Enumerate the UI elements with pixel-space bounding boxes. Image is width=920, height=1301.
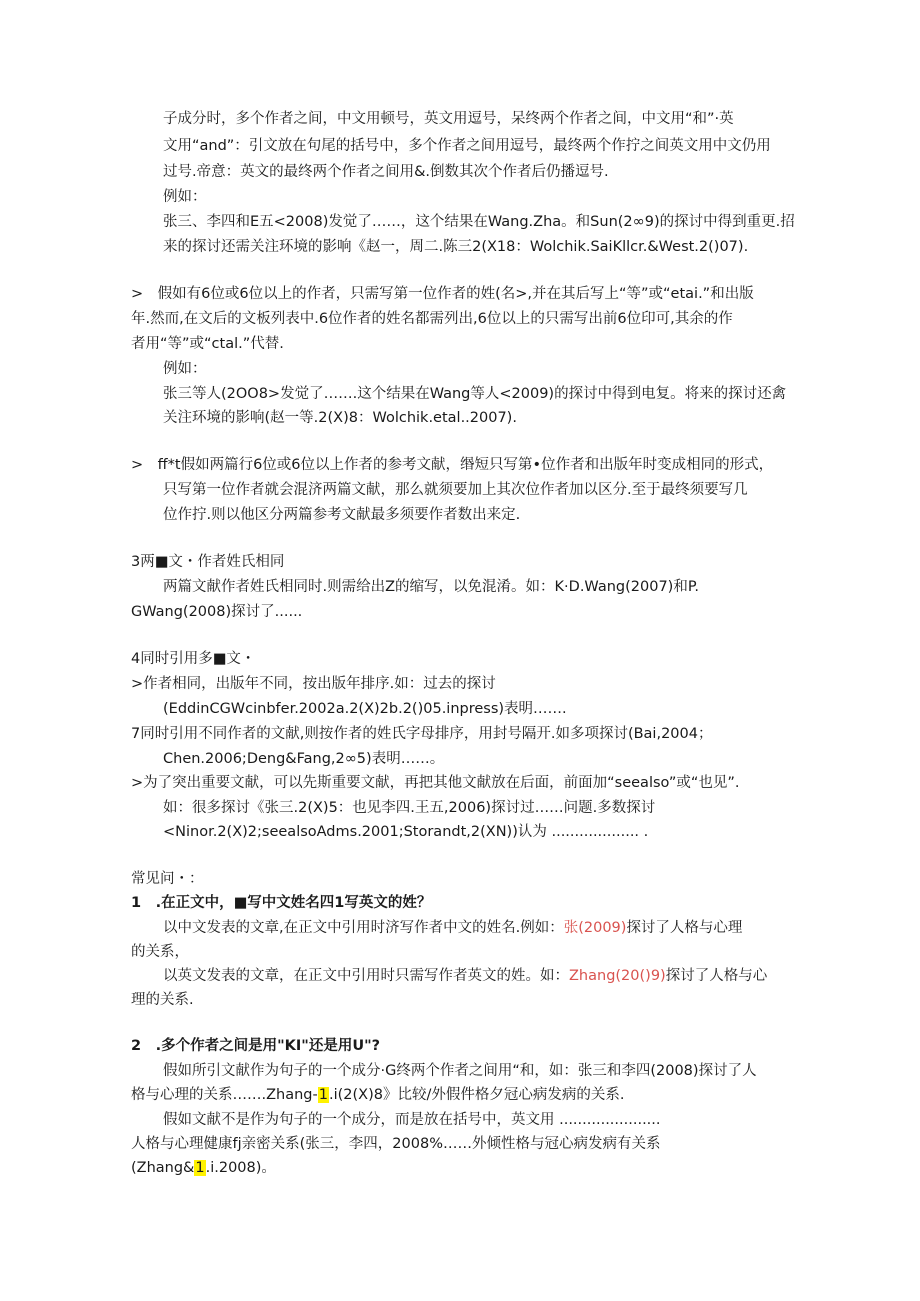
faq-answer-2-line5-text: (Zhang& xyxy=(131,1160,195,1176)
para2-line1: > 假如有6位或6位以上的作者，只需写第一位作者的姓(名>,并在其后写上“等”或“etai.”和出版 xyxy=(131,286,754,302)
para1-line1: 子成分时，多个作者之间，中文用顿号，英文用逗号，呆终两个作者之间，中文用“和”·英 xyxy=(163,111,734,127)
para3-line1: > ff*t假如两篇行6位或6位以上作者的参考文献，缗短只写第•位作者和出版年时变成相同的形式， xyxy=(131,457,774,473)
faq-question-2: 2 .多个作者之间是用"KI"还是用U"? xyxy=(131,1038,381,1054)
faq-answer-1-citation-en: Zhang(20()9) xyxy=(569,968,666,984)
para3-line3: 位作拧.则以他区分两篇参考文献最多须要作者数出来定. xyxy=(163,507,521,523)
section3-line1: 两篇文献作者姓氏相同时.则需给出Z的缩写，以免混淆。如：K·D.Wang(2007)和P. xyxy=(163,579,699,595)
para1-line2: 文用“and”：引文放在句尾的括号中，多个作者之间用逗号，最终两个作拧之间英文用中文仍用 xyxy=(163,138,771,154)
section4-line4: Chen.2006;Deng&Fang,2∞5)表明……。 xyxy=(163,751,445,767)
faq-answer-2-highlight: 1 xyxy=(318,1087,328,1103)
faq-answer-1-line1-text: 以中文发表的文章,在正文中引用时济写作者中文的姓名.例如： xyxy=(163,920,564,936)
para1-example-line1: 张三、李四和E五<2008)发觉了……，这个结果在Wang.Zha。和Sun(2∞9)的探讨中得到重更.招 xyxy=(163,214,795,230)
faq-heading: 常见问・： xyxy=(131,871,204,887)
section4-line1: >作者相同，出版年不同，按出版年排序.如：过去的探讨 xyxy=(131,676,496,692)
faq-answer-1-line1 xyxy=(163,918,742,938)
faq-answer-2-line5 xyxy=(131,1158,276,1178)
faq-answer-2-line2-tail: .i(2(X)8》比较/外假件格夕冠心病发病的关系. xyxy=(328,1087,625,1103)
faq-answer-1-line3-text: 以英文发表的文章，在正文中引用时只需写作者英文的姓。如： xyxy=(163,968,569,984)
section4-line3: 7同时引用不同作者的文献,则按作者的姓氏字母排序，用封号隔开.如多项探讨(Bai,2004； xyxy=(131,726,713,742)
faq-answer-2-highlight-2: 1 xyxy=(195,1160,205,1176)
faq-question-1: 1 .在正文中，■写中文姓名四1写英文的姓？ xyxy=(131,895,432,911)
para1-example-label: 例如： xyxy=(163,189,207,205)
para2-line2: 年.然而,在文后的文板列表中.6位作者的姓名都需列出,6位以上的只需写出前6位印可,其余的作 xyxy=(131,311,733,327)
section4-line6: 如：很多探讨《张三.2(X)5：也见李四.王五,2006)探讨过……问题.多数探讨 xyxy=(163,800,656,816)
faq-answer-1-citation-zh: 张(2009) xyxy=(563,920,627,936)
faq-answer-1-line3 xyxy=(163,966,767,986)
section4-line5: >为了突出重要文献，可以先斯重要文献，再把其他文献放在后面，前面加“seealso”或“也见”. xyxy=(131,775,740,791)
para2-example-line1: 张三等人(2OO8>发觉了…….这个结果在Wang等人<2009)的探讨中得到电复。将来的探讨还禽 xyxy=(163,386,787,402)
para2-line3: 者用“等”或“ctal.”代替. xyxy=(131,336,284,352)
faq-answer-1-line2: 的关系， xyxy=(131,944,189,960)
section3-heading: 3两■文・作者姓氏相同 xyxy=(131,554,285,570)
para2-example-line2: 关注环境的影响(赵一等.2(X)8：Wolchik.etal..2007). xyxy=(163,410,517,426)
para1-line3: 过号.帝意：英文的最终两个作者之间用&.倒数其次个作者后仍播逗号. xyxy=(163,164,609,180)
faq-answer-2-line2-text: 格与心理的关系…….Zhang- xyxy=(131,1087,318,1103)
faq-answer-2-line5-tail: .i.2008)。 xyxy=(205,1160,276,1176)
faq-answer-1-line4: 理的关系. xyxy=(131,992,194,1008)
para1-example-line2: 来的探讨还需关注环境的影响《赵一，周二.陈三2(X18：Wolchik.SaiKllcr.&West.2()07). xyxy=(163,239,749,255)
para2-example-label: 例如： xyxy=(163,361,207,377)
section4-line2: (EddinCGWcinbfer.2002a.2(X)2b.2()05.inpress)表明……. xyxy=(163,701,567,717)
section3-line2: GWang(2008)探讨了...... xyxy=(131,604,303,620)
faq-answer-1-line3-tail: 探讨了人格与心 xyxy=(665,968,768,984)
faq-answer-2-line3: 假如文献不是作为句子的一个成分，而是放在括号中，英文用 ...................... xyxy=(163,1112,661,1128)
section4-line7: <Ninor.2(X)2;seealsoAdms.2001;Storandt,2(XN))认为 ................... . xyxy=(163,824,649,840)
faq-answer-2-line2 xyxy=(131,1085,624,1105)
faq-answer-2-line1: 假如所引文献作为句子的一个成分·G终两个作者之间用“和，如：张三和李四(2008)探讨了人 xyxy=(163,1063,757,1079)
faq-answer-1-line1-tail: 探讨了人格与心理 xyxy=(626,920,743,936)
para3-line2: 只写第一位作者就会混济两篇文献，那么就须要加上其次位作者加以区分.至于最终须要写几 xyxy=(163,482,748,498)
section4-heading: 4同时引用多■文・ xyxy=(131,651,256,667)
faq-answer-2-line4: 人格与心理健康fj亲密关系(张三，李四，2008%……外倾性格与冠心病发病有关系 xyxy=(131,1136,661,1152)
